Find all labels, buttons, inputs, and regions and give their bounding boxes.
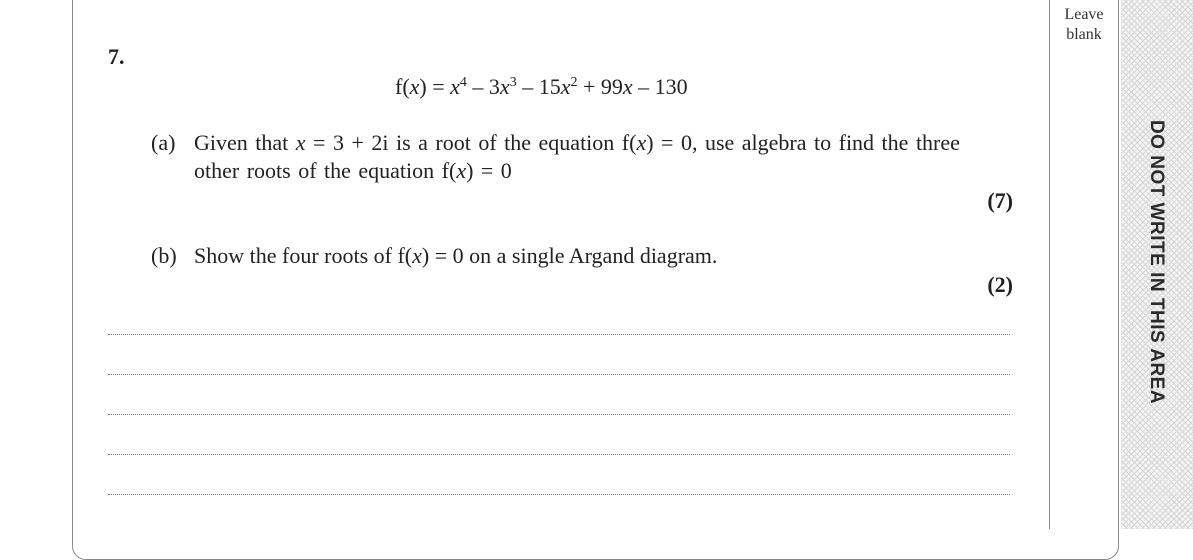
function-definition: $f(x) = x^4 - 3x^3 - 15x^2 + 99x - 130$ — [395, 74, 688, 99]
margin-divider — [1049, 0, 1050, 529]
part-b-label: (b) — [151, 243, 177, 268]
leave-blank-label — [1050, 5, 1118, 45]
answer-line[interactable] — [108, 374, 1010, 375]
part-a-label: (a) — [151, 130, 176, 155]
answer-line[interactable] — [108, 414, 1010, 415]
do-not-write-text: DO NOT WRITE IN THIS AREA — [1146, 119, 1167, 405]
answer-line[interactable] — [108, 494, 1010, 495]
part-b-marks: (2) — [987, 272, 1013, 297]
part-a-text: Given that x = 3 + 2i is a root of the equation f(x) = 0, use algebra to find the three other roots of the equation f(x) = 0 — [194, 130, 960, 183]
leave-blank-line2: blank — [1066, 26, 1102, 43]
leave-blank-line1: Leave — [1064, 6, 1104, 23]
question-number: 7. — [108, 44, 125, 69]
part-a-marks: (7) — [987, 188, 1013, 213]
answer-line[interactable] — [108, 454, 1010, 455]
part-b-text: Show the four roots of f(x) = 0 on a single Argand diagram. — [194, 243, 718, 268]
answer-line[interactable] — [108, 334, 1010, 335]
